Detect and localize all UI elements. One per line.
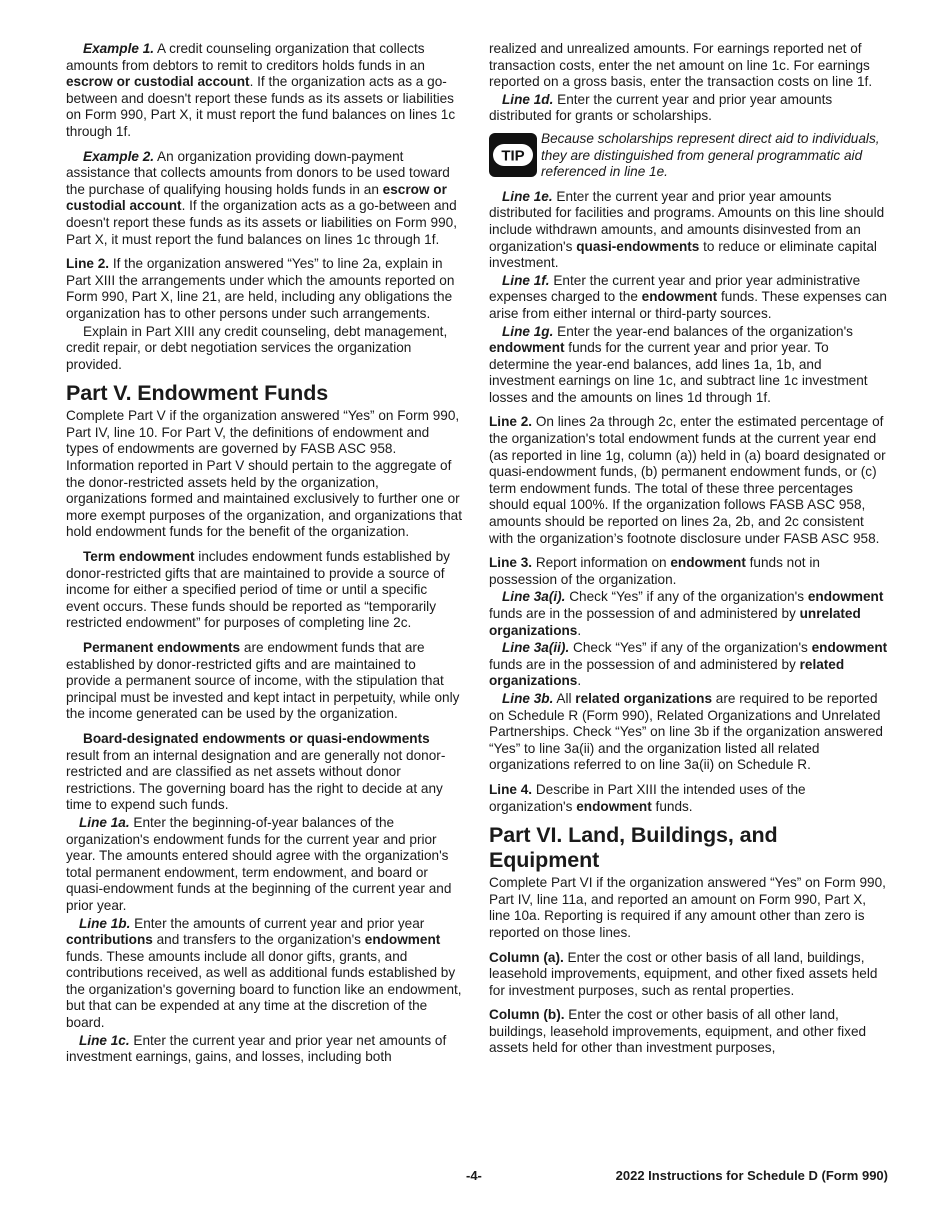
- line-3b-label: Line 3b.: [502, 690, 554, 706]
- example-1-text: A credit counseling organization that collects amounts from debtors to remit to creditors holds funds in an: [66, 41, 425, 73]
- line-1g-label: Line 1g.: [502, 323, 554, 339]
- line-1e-label: Line 1e.: [502, 188, 553, 204]
- line-1g-text: Enter the year-end balances of the organization's: [553, 323, 853, 339]
- line-1c-cont-text: realized and unrealized amounts. For earnings reported net of transaction costs, enter the net amount on line 1c. For earnings reported on a gross basis, enter the transaction costs on line 1f.: [489, 41, 873, 90]
- example-2-label: Example 2.: [83, 148, 155, 164]
- line-1a-text: Enter the beginning-of-year balances of the organization's endowment funds for the current year and prior year. The amounts entered should agree with the organization's total permanent endowment, term endowment, and board or quasi-endowment funds at the beginning of the current year and prior year.: [66, 814, 452, 913]
- term-endowment-label: Term endowment: [83, 549, 195, 565]
- line-3aii-paragraph: [489, 640, 889, 690]
- right-line-2-text: On lines 2a through 2c, enter the estimated percentage of the organization's total endowment funds at the current year end (as reported in line 1g, column (a)) held in (a) board designated or quasi-endowment funds, (b) permanent endowment funds, or (c) term endowment funds. The total of these three percentages should equal 100%. If the organization follows FASB ASC 958, amounts should be reported on lines 2a, 2b, and 2c consistent with the organization’s footnote disclosure under FASB ASC 958.: [489, 414, 886, 546]
- column-a-label: Column (a).: [489, 949, 564, 965]
- line-1b-label: Line 1b.: [79, 915, 131, 931]
- line-3ai-label: Line 3a(i).: [502, 589, 566, 605]
- line-1a-label: Line 1a.: [79, 814, 130, 830]
- right-line-2-label: Line 2.: [489, 414, 533, 430]
- line-3b-paragraph: [489, 691, 889, 774]
- line-3-label: Line 3.: [489, 555, 533, 571]
- line-3-text: Report information on: [532, 555, 671, 571]
- endowment-term: endowment: [811, 640, 888, 656]
- endowment-term: endowment: [576, 798, 652, 814]
- board-designated-paragraph: [66, 731, 462, 814]
- line-3aii-text-cont: funds are in the possession of and administered by: [489, 656, 800, 672]
- line-1f-label: Line 1f.: [502, 272, 550, 288]
- part-v-intro-text: Complete Part V if the organization answered “Yes” on Form 990, Part IV, line 10. For Part V, the definitions of endowment and types of endowments are governed by FASB ASC 958. Information reported in Part V should pertain to the aggregate of the donor-restricted assets held by the organization, organizations formed and maintained exclusively to further one or more exempt purposes of the organization, and organizations that hold endowment funds for the benefit of the organization.: [66, 408, 462, 540]
- line-1d-text: Enter the current year and prior year amounts distributed for grants or scholarships.: [489, 91, 833, 124]
- endowment-term: endowment: [489, 340, 565, 356]
- document-title: 2022 Instructions for Schedule D (Form 990): [615, 1168, 888, 1183]
- endowment-term: endowment: [670, 555, 746, 571]
- part-vi-heading: Part VI. Land, Buildings, and Equipment: [489, 823, 778, 873]
- line-3b-text: All: [553, 690, 576, 706]
- line-3ai-period: .: [577, 622, 582, 638]
- right-column: [489, 41, 889, 1058]
- column-b-paragraph: [489, 1007, 889, 1057]
- permanent-endowments-paragraph: [66, 640, 462, 723]
- part-v-heading: Part V. Endowment Funds: [66, 381, 329, 406]
- line-1d-label: Line 1d.: [502, 91, 554, 107]
- column-a-text: Enter the cost or other basis of all land, buildings, leasehold improvements, equipment, and other fixed assets held for investment purposes, such as rental properties.: [489, 949, 878, 998]
- line-1a-paragraph: [66, 815, 462, 915]
- column-a-paragraph: [489, 950, 889, 1000]
- endowment-term: endowment: [807, 589, 884, 605]
- line-2-label: Line 2.: [66, 256, 110, 272]
- example-1-label: Example 1.: [83, 41, 155, 56]
- line-1d-paragraph: [489, 92, 889, 125]
- right-line-2-paragraph: [489, 414, 889, 547]
- line-1c-text: Enter the current year and prior year net amounts of investment earnings, gains, and losses, including both: [66, 1032, 447, 1065]
- tip-icon: [489, 133, 537, 177]
- line-3ai-text: Check “Yes” if any of the organization's: [565, 589, 808, 605]
- explain-paragraph: [66, 324, 462, 374]
- line-1g-paragraph: [489, 324, 889, 407]
- permanent-endowments-text: are endowment funds that are established by donor-restricted gifts and are maintained to provide a permanent source of income, with the stipulation that principal must be invested and kept intact in perpetuity, while only the income generated can be used by the organization.: [66, 640, 460, 722]
- line-1b-text-end: funds. These amounts include all donor gifts, grants, and contributions received, as well as additional funds established by the organization's governing board to function like an endowment, but that can be expended at any time at the discretion of the board.: [66, 948, 462, 1031]
- example-2-paragraph: [66, 149, 462, 249]
- example-2-text-cont: . If the organization acts as a go-between and doesn't report these funds as its assets or liabilities on Form 990, Part X, it must report the fund balances on lines 1c through 1f.: [66, 198, 457, 247]
- tip-icon-label: TIP: [501, 147, 525, 165]
- related-organizations-term: related organizations: [575, 690, 713, 706]
- line-1e-text: Enter the current year and prior year amounts distributed for facilities and programs. Amounts on this line should include withdrawn amounts, and amounts disinvested from an organization's: [489, 188, 885, 254]
- unrelated-organizations-term: unrelated organizations: [489, 606, 861, 638]
- line-1c-paragraph: [66, 1033, 462, 1066]
- line-3ai-text-cont: funds are in the possession of and administered by: [489, 606, 800, 621]
- tip-text: Because scholarships represent direct aid to individuals, they are distinguished from general programmatic aid referenced in line 1e.: [541, 130, 880, 180]
- line-3aii-period: .: [577, 673, 582, 689]
- part-v-intro: [66, 408, 462, 541]
- line-3-paragraph: [489, 555, 889, 588]
- term-endowment-text: includes endowment funds established by donor-restricted gifts that are maintained to provide a source of income for either a specified period of time or until a specific event occurs. These funds should be reported as “temporarily restricted endowment” for purposes of completing line 2c.: [66, 549, 450, 631]
- line-1e-text-cont: to reduce or eliminate capital investment.: [489, 238, 877, 271]
- line-1f-text: Enter the current year and prior year administrative expenses charged to the: [489, 272, 861, 305]
- explain-text: Explain in Part XIII any credit counseling, debt management, credit repair, or debt negotiation services the organization provided.: [66, 323, 448, 372]
- line-4-label: Line 4.: [489, 781, 533, 797]
- line-2-text: If the organization answered “Yes” to line 2a, explain in Part XIII the arrangements under which the amounts reported on Form 990, Part X, line 21, are held, including any obligations the organization has to other persons under such arrangements.: [66, 256, 455, 321]
- line-4-text: Describe in Part XIII the intended uses of the organization's: [489, 781, 806, 814]
- example-1-text-cont: . If the organization acts as a go-between and doesn't report these funds as its assets or liabilities on Form 990, Part X, it must report the fund balances on lines 1c through 1f.: [66, 74, 456, 139]
- line-1g-text-cont: funds for the current year and prior year. To determine the year-end balances, add lines 1a, 1b, and investment earnings on line 1c, and subtract line 1c investment losses and the amounts on lines 1d through 1f.: [489, 340, 868, 405]
- example-2-text: An organization providing down-payment assistance that collects amounts from donors to be used toward the purchase of qualifying housing holds funds in an: [66, 148, 450, 197]
- line-1b-text: Enter the amounts of current year and prior year: [130, 915, 425, 931]
- line-3b-text-cont: are required to be reported on Schedule R (Form 990), Related Organizations and Unrelated Partnerships. Check “Yes” on line 3b if the organization answered “Yes” to line 3a(ii) and the organization listed all related organizations referred to on line 3a(ii) on Schedule R.: [489, 690, 883, 773]
- example-1-paragraph: [66, 41, 462, 141]
- line-1c-label: Line 1c.: [79, 1032, 130, 1048]
- column-b-text: Enter the cost or other basis of all other land, buildings, leasehold improvements, equipment, and other fixed assets held for other than investment purposes,: [489, 1007, 867, 1056]
- column-b-label: Column (b).: [489, 1007, 565, 1023]
- endowment-term: endowment: [364, 932, 441, 948]
- part-vi-intro-text: Complete Part VI if the organization answered “Yes” on Form 990, Part IV, line 11a, and reported an amount on Form 990, Part X, line 10a. Reporting is required if any amount other than zero is reported on those lines.: [489, 875, 886, 940]
- line-1f-paragraph: [489, 273, 889, 323]
- line-1e-paragraph: [489, 189, 889, 272]
- quasi-endowments-term: quasi-endowments: [576, 238, 700, 254]
- line-1b-paragraph: [66, 916, 462, 1032]
- line-3aii-text: Check “Yes” if any of the organization's: [569, 640, 812, 656]
- contributions-term: contributions: [66, 932, 153, 948]
- endowment-term: endowment: [641, 289, 718, 305]
- tip-callout: [489, 131, 889, 181]
- left-column: [66, 41, 462, 1067]
- line-1c-continuation: [489, 41, 889, 91]
- line-2-paragraph: [66, 256, 462, 322]
- line-1b-text-cont: and transfers to the organization's: [152, 932, 365, 948]
- line-3-text-cont: funds not in possession of the organization.: [489, 555, 820, 587]
- line-4-paragraph: [489, 782, 889, 815]
- related-organizations-term: related organizations: [489, 656, 845, 689]
- line-1f-text-cont: funds. These expenses can arise from either internal or third-party sources.: [489, 289, 887, 321]
- permanent-endowments-label: Permanent endowments: [83, 640, 241, 655]
- line-3aii-label: Line 3a(ii).: [502, 640, 570, 656]
- line-3ai-paragraph: [489, 589, 889, 639]
- term-endowment-paragraph: [66, 549, 462, 632]
- page-number: -4-: [466, 1168, 482, 1183]
- escrow-term: escrow or custodial account: [66, 74, 250, 90]
- line-4-text-cont: funds.: [651, 798, 693, 814]
- board-designated-text: result from an internal designation and are generally not donor-restricted and are classified as net assets without donor restrictions. The governing board has the right to decide at any time to expend such funds.: [66, 747, 446, 813]
- part-vi-intro: [489, 875, 889, 941]
- board-designated-label: Board-designated endowments or quasi-endowments: [83, 730, 430, 746]
- escrow-term: escrow or custodial account: [66, 181, 447, 214]
